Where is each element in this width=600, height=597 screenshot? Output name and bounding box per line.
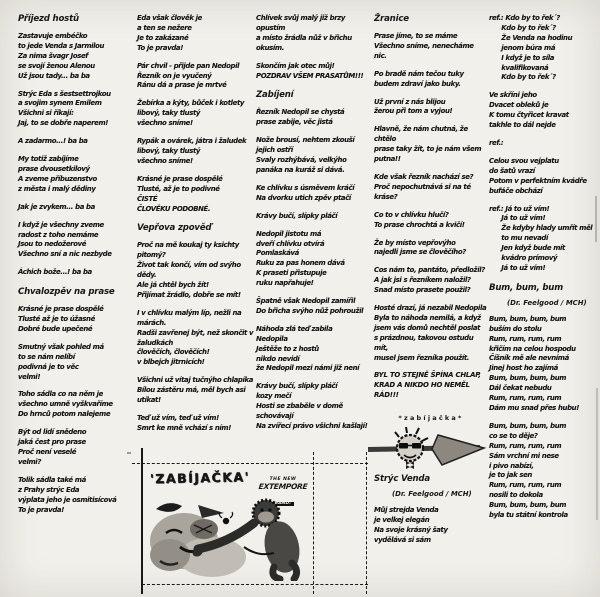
stanza [374,173,488,203]
lyric-line: nikdo nevidí [256,354,300,363]
lyric-line: to mu nevadí [489,234,549,243]
stanza [256,184,370,204]
lyric-line: Už jsou tady... ba ba [18,71,90,80]
stanza [489,422,596,521]
lyric-line: POZDRAV VŠEM PRASATŮM!!! [256,71,364,80]
stanza [374,371,488,401]
stanza [18,137,130,147]
lyric-line: Tlusté až je to úžasné [18,315,95,324]
lyric-line: Můj strejda Venda [374,506,439,515]
lyric-line: Zastavuje embéčko [18,32,88,40]
lyric-line: to se nám nelíbí [18,352,75,361]
lyric-line: Rum, rum, rum, rum [489,334,562,343]
stanza [18,268,130,278]
lyric-line: Byla to náhoda nemilá, a když [374,313,481,322]
stanza [489,14,596,83]
lyric-line: Ránu dá a prase je mrtvé [137,81,227,90]
lyric-line: Toho sádla co na něm je [18,390,103,399]
lyric-line: Nedopil jistotu má [256,229,322,238]
lyric-line: všechno umně vyškvaříme [18,400,113,409]
lyric-line: všechno sníme! [137,119,193,128]
lyric-line: a svojim synem Emilem [18,99,102,108]
stanza [256,62,370,82]
lyric-line: buším do stolu [489,324,542,333]
lyric-line: ruku napřahuje! [256,279,314,288]
logo-line-mid: EXTEMPORE [258,482,308,491]
song-title: Vepřova zpověď [137,223,212,234]
stanza [137,62,254,92]
lyric-line: KRAD A NIKDO HO NEMĚL RÁD!!! [374,381,472,400]
lyrics-column-5 [489,14,596,529]
lyric-line: byla tu státní kontrola [489,511,568,520]
lyric-line: Prase jíme, to se máme [374,32,458,40]
lyric-line: všechno sníme! [137,156,193,165]
lyric-line: Nedopila [256,334,288,343]
lyric-line: I když je to síla [489,53,555,62]
lyric-line: Tolik sádla také má [18,475,86,484]
logo-line-top: THE NEW [269,477,297,482]
lyric-line: K praseti přistupuje [256,269,327,278]
scan-speck [127,452,131,454]
lyric-line: To prase chrochtá a kvičí! [374,220,465,229]
lyric-line: Krásné je prase dospělé [137,174,223,183]
stanza [137,14,254,54]
lyric-line: Žebírka a kýty, bůček i kotlety [137,99,245,108]
lyric-line: Chlívek svůj malý již brzy opustím [256,14,348,32]
lyric-line: Bum, bum, bum, bum [489,421,567,430]
stanza [374,304,488,363]
lyric-line: Všechno sní a nic nezbyde [18,250,112,259]
lyric-line: To je pravda! [18,505,65,514]
lyric-line: prase zabije, věc jistá [256,118,333,127]
lyric-line: kozy mečí [256,392,292,401]
zabijacka-title: 'ZABÍJAČKA' [149,469,251,487]
lyric-line: libový, taky tlustý [137,146,201,155]
lyric-line: Smrt ke mně vchází s ním! [137,423,232,432]
lyric-line: Rum, rum, rum, rum [489,481,562,490]
lyric-line: Ještěže to z hostů [256,344,319,353]
lyric-line: Ale já chtěl bych žít! [137,281,209,290]
lyric-line: Jen když bude mít [489,244,565,253]
lyric-line: Jinej host ho zajímá [489,364,558,373]
lyric-line: Dám mu snad přes hubu! [489,404,580,412]
lyric-line: ČLOVĚKU PODOBNÉ. [137,204,211,213]
lyric-line: A zveme příbuzenstvo [18,174,97,183]
lyric-line: že Nedopil mezi námi již není [256,364,360,373]
stanza [256,382,370,432]
lyric-line: Já to už vím! [489,263,546,272]
stanza [18,90,130,130]
lyric-line: to jede Venda s Jarmilou [18,41,105,50]
lyric-line: z města i malý dědiny [18,184,96,193]
stanza [374,98,488,118]
lyric-line: i pivo nabízí, [489,461,534,470]
song-title: Bum, bum, bum [489,282,563,293]
lyric-line: Přijímat žrádlo, dobře se mít! [137,290,241,299]
slaughter-cartoon-illustration [146,489,310,581]
song-title: Chvalozpěv na prase [18,287,115,298]
stanza [374,266,488,296]
stanza [374,211,488,231]
lyric-line: člověčích, člověčích! [137,348,210,357]
lyric-line: s prázdnou, takovou ostudu mít, [374,333,476,352]
lyric-line: Ruku za pas honem dává [256,259,345,268]
lyric-line: podivná je to věc [18,362,79,371]
frame-left-line [141,448,143,594]
lyric-line: musel jsem řezníka použít. [374,353,470,362]
stanza [137,241,254,300]
lyric-line: Špatně však Nedopil zamířil [256,297,356,306]
stanza [18,155,130,195]
stanza [489,91,596,131]
lyric-line: prase taky žít, to je nám všem [374,145,482,154]
lyric-line: Náhoda zlá teď zabila [256,324,333,333]
lyric-line: márách. [137,318,167,327]
stanza [256,325,370,375]
lyric-line: jenom búra má [489,43,556,52]
lyric-line: Za nima švagr Josef [18,51,88,60]
lyric-line: My totiž zabíjíme [18,155,79,164]
lyric-line: Dál čekat nebudu [489,384,552,393]
stanza [18,343,130,383]
lyric-line: Na dvorku utich zpěv ptačí [256,193,351,202]
lyric-line: Jak je zvykem... ba ba [18,202,95,211]
lyric-line: Že Venda na hodinu [489,33,573,42]
logo-line-bot: BAND! [272,502,294,507]
lyric-line: žerou při tom a vyjou! [374,107,453,116]
stanza [137,99,254,129]
song-credit: (Dr. Feelgood / MCH) [507,298,587,307]
stanza [489,139,596,149]
lyric-line: Tlusté, až je to podivné [137,184,220,193]
lyric-line: Rum, rum, rum, rum [489,394,562,403]
lyric-line: putna!! [374,155,401,164]
lyric-line: Ke chlívku s úsměvem kráčí [256,183,355,192]
lyric-line: Proč na mě koukaj ty ksichty pitomý? [137,241,241,260]
lyrics-column-3 [256,14,370,440]
lyric-line: velmi! [18,372,41,381]
stanza [374,506,488,546]
stanza [256,14,370,54]
lyric-line: Strýc Eda s šestsettrojkou [18,89,111,98]
song-title: Žranice [374,14,409,24]
lyric-line: panáka na kuráž si dává. [256,165,345,174]
lyric-line: do šatů vrazí [489,166,535,175]
lyric-line: Jsou to nedožerové [18,240,87,249]
lyric-line: Řezník Nedopil se chystá [256,108,345,117]
lyric-line: Kdo by to řek´? [489,73,556,82]
lyric-line: To je pravda! [137,43,184,52]
lyric-line: Rypák a ovárek, játra i žaludek [137,137,247,146]
lyric-line: Už první z nás blijou [374,97,446,106]
lyric-line: velmi? [18,457,41,466]
lyric-line: jejich ostří [256,146,293,155]
lyric-line: Proč není veselé [18,448,77,456]
lyric-line: I v chlívku malým líp, nežli na [137,308,242,317]
song-title: Strýc Venda [374,474,430,485]
lyric-line: žaludkách [137,338,173,347]
lyric-line: ČISTÉ [137,194,158,203]
lyric-line: Že by místo vepřovýho [374,238,456,247]
lyric-line: Bílou zástěru má, měl bych asi utíkat! [137,386,248,405]
lyric-line: Bum, bum, bum, bum [489,374,567,383]
lyric-line: schovávají [256,412,294,421]
stanza [489,157,596,197]
lyric-line: Dobré bude upečené [18,324,93,333]
lyric-line: Kde však řezník nachází se? [374,172,474,181]
stanza [137,175,254,215]
lyric-line: v blbejch jitrnicích! [137,358,205,367]
song-credit: (Dr. Feelgood / MCH) [392,490,472,499]
lyric-line: jsem vás domů nechtěl poslat [374,323,481,332]
stanza [18,428,130,468]
stanza [137,376,254,406]
lyric-line: Celou svou vejplatu [489,156,559,165]
lyric-line: Všichni už vítaj tučnýho chlapíka [137,376,254,385]
lyric-line: Smutný však pohled má [18,342,104,351]
lyric-line: nosili to dokola [489,491,543,500]
tiny-decor-word: *zabíjačka* [398,414,464,422]
lyric-line: dveří chlívku otvírá [256,239,325,248]
lyric-line: Ve skříni jeho [489,91,537,100]
lyric-line: ref.: Já to už vím! [489,204,550,213]
lyric-line: Skončím jak otec můj! [256,61,335,70]
stanza [256,136,370,176]
lyric-line: I když je všechny zveme [18,220,104,229]
stanza [18,305,130,335]
lyric-line: Na zvířecí právo všichni kašlají! [256,422,368,430]
lyric-line: Krávy bučí, slípky pláčí [256,382,338,391]
stanza [374,70,488,90]
lyric-line: Sám vrchní mi nese [489,451,559,460]
lyric-line: je velkej elegán [374,516,430,525]
lyric-line: Život tak končí, vím od svýho dědy. [137,261,243,280]
frame-top-line [132,463,368,464]
lyric-line: Snad místo prasete použil? [374,286,471,295]
lyric-line: Že kdyby hlady umřít měl [489,224,593,233]
lyric-line: kvádro prímový [489,254,558,263]
stanza [489,315,596,414]
stanza [374,239,488,259]
lyric-line: Eda však člověk je [137,14,202,22]
stanza [137,137,254,167]
lyric-line: Já to už vím! [489,214,546,223]
lyric-line: Bum, bum, bum, bum [489,501,567,510]
lyric-line: je to jak sen [489,471,532,480]
scan-edge-mark [595,196,597,242]
lyric-line: Dvacet obleků je [489,101,549,110]
lyric-line: co se to děje? [489,431,538,440]
stanza [374,125,488,165]
lyric-line: K tomu čtyřicet kravat [489,111,569,120]
stanza [18,390,130,420]
lyric-line: Cos nám to, pantáto, předložil? [374,266,485,275]
frame-bottom-line [142,584,368,585]
stanza [18,32,130,82]
lyric-line: A zadarmo...! ba ba [18,137,88,146]
lyric-line: Řezník on je vyučený [137,71,212,80]
lyric-line: bufáče obchází [489,186,543,195]
stanza [374,32,488,62]
head-on-axe-illustration [366,423,488,475]
stanza [256,108,370,128]
lyric-line: Jaj, to se dobře naperem! [18,119,109,128]
lyric-line: Po bradě nám tečou tuky [374,69,464,78]
lyric-line: radost z toho nemáme [18,230,99,239]
stanza [137,309,254,368]
stanza [256,212,370,222]
lyric-line: Potom v perfektním kvádře [489,176,587,185]
lyric-line: kvalifikovaná [489,63,549,72]
lyric-line: Teď už vím, teď už vím! [137,414,219,422]
song-title: Příjezd hostů [18,14,79,24]
lyric-line: Bum, bum, bum, bum [489,314,567,323]
lyric-line: výplata jeho je osmitisícová [18,495,117,504]
stanza [489,205,596,274]
lyric-line: a ten se nežere [137,23,192,32]
lyric-line: Pár chvil - přijde pan Nedopil [137,61,240,70]
lyric-line: z Prahy strýc Eda [18,485,80,494]
lyric-line: kráse? [374,192,398,201]
lyric-line: Pomlaskává [256,249,299,258]
lyric-line: Číšník mě ale nevnímá [489,354,569,363]
stanza [18,476,130,516]
lyric-line: Rum, rum, rum, rum [489,441,562,450]
lyric-line: Krávy bučí, slípky pláčí [256,211,338,220]
lyric-line: ref.: [489,138,504,147]
lyric-line: Radši zavřenej být, než skončit v [137,328,254,337]
lyric-line: Do hrnců potom nalejeme [18,410,111,419]
lyric-line: takhle to dál nejde [489,121,556,130]
lyric-line: Všichni si říkají: [18,109,74,118]
lyric-line: Kdo by to řek´? [489,23,556,32]
lyric-line: Proč nepochutnává si na té [374,182,471,191]
lyrics-column-1 [18,14,130,523]
song-title: Zabíjení [256,90,294,101]
lyrics-column-2 [137,14,254,442]
lyric-line: Hosti se zbaběle v domě [256,402,343,411]
lyric-line: BYL TO STEJNĚ ŠPÍNA CHLAP, [374,371,481,380]
stanza [256,230,370,289]
stanza [256,297,370,317]
lyric-line: Áchich bože...! ba ba [18,268,92,277]
lyric-line: ref.: Kdo by to řek´? [489,14,560,22]
stanza [18,203,130,213]
lyric-line: Do břicha svýho nůž pohroužil [256,306,364,315]
lyric-line: libový, taky tlustý [137,109,201,118]
stanza [18,221,130,261]
lyric-line: A jak jsi s řezníkem naložil? [374,276,471,285]
lyric-line: najedli jsme se člověčího? [374,248,466,257]
lyric-line: Hlavně, že nám chutná, že chtělo [374,125,470,144]
lyric-line: Hosté drazí, já nezabil Nedopila [374,304,487,313]
lyric-line: jaká čest pro prase [18,438,86,447]
lyric-line: se svojí ženou Alenou [18,61,95,70]
lyric-line: Je to zakázané [137,33,189,42]
lyric-line: křičím na celou hospodu [489,344,576,353]
lyric-line: Být od lidí snědeno [18,428,87,437]
scan-edge-mark [596,388,598,520]
stanza [137,414,254,434]
lyric-line: budem zdraví jako buky. [374,79,461,88]
lyric-line: Nože brousí, nehtem zkouší [256,136,355,145]
lyric-line: Všechno sníme, nenecháme nic. [374,41,476,60]
lyric-line: vydělává si sám [374,535,431,544]
lyric-line: a místo žrádla nůž v břichu okusím. [256,33,354,52]
lyric-line: Krásné je prase dospělé [18,305,104,314]
lyric-line: prase dvousetkilový [18,164,90,173]
lyric-line: Na svoje krásný šaty [374,526,448,534]
lyric-line: Co to v chlívku hlučí? [374,210,449,219]
lyric-line: Svaly rozhýbává, velkýho [256,156,347,165]
